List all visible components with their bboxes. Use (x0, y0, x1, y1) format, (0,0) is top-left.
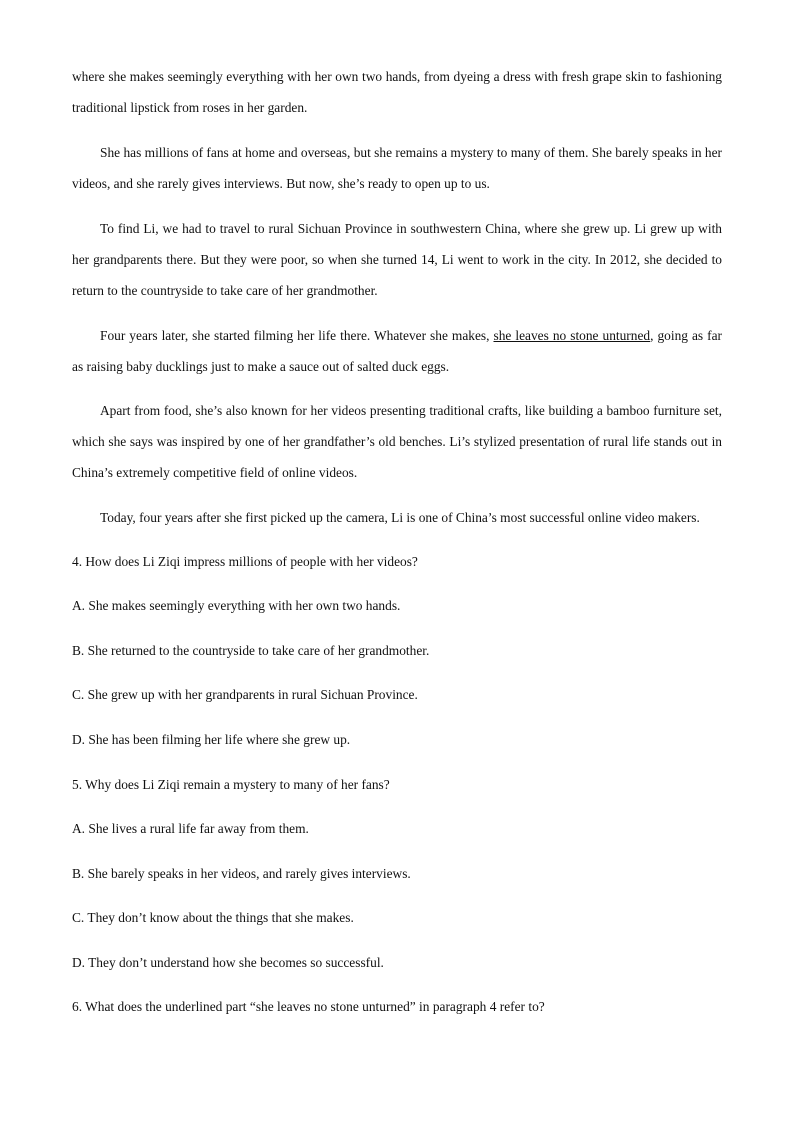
question-4-option-a: A. She makes seemingly everything with her own two hands. (72, 598, 401, 613)
passage-paragraph-5: Apart from food, she’s also known for her videos presenting traditional crafts, like building a bamboo furniture set, which she says was inspired by one of her grandfather’s old benches. Li’s stylized presentation of rural life stands out in China’s extremely competitive field of online videos. (72, 403, 722, 480)
passage-paragraph-4 (72, 320, 722, 382)
question-5-option-d: D. They don’t understand how she becomes so successful. (72, 955, 384, 970)
question-4-option-d: D. She has been filming her life where she grew up. (72, 732, 351, 747)
paragraph-4-text-after: , going as far as raising baby ducklings just to make a sauce out of salted duck eggs. (72, 328, 723, 374)
passage-paragraph-6: Today, four years after she first picked up the camera, Li is one of China’s most successful online video makers. (100, 510, 700, 525)
question-4-option-b: B. She returned to the countryside to take care of her grandmother. (72, 643, 430, 658)
paragraph-4-text-before: Four years later, she started filming her life there. Whatever she makes, (100, 328, 494, 343)
passage-paragraph-continued: where she makes seemingly everything with her own two hands, from dyeing a dress with fresh grape skin to fashioning traditional lipstick from roses in her garden. (72, 69, 722, 115)
question-5-stem: 5. Why does Li Ziqi remain a mystery to many of her fans? (72, 777, 390, 792)
question-5-option-a: A. She lives a rural life far away from them. (72, 821, 309, 836)
question-5-option-c: C. They don’t know about the things that she makes. (72, 910, 354, 925)
question-4-option-c: C. She grew up with her grandparents in rural Sichuan Province. (72, 687, 418, 702)
passage-paragraph-2: She has millions of fans at home and overseas, but she remains a mystery to many of them. She barely speaks in her videos, and she rarely gives interviews. But now, she’s ready to open up to us. (72, 145, 722, 191)
question-6-stem: 6. What does the underlined part “she leaves no stone unturned” in paragraph 4 refer to? (72, 999, 545, 1014)
underlined-phrase: she leaves no stone unturned (493, 328, 651, 343)
question-5-option-b: B. She barely speaks in her videos, and rarely gives interviews. (72, 866, 411, 881)
passage-paragraph-3: To find Li, we had to travel to rural Sichuan Province in southwestern China, where she grew up. Li grew up with her grandparents there. But they were poor, so when she turned 14, Li went to work in the city. In 2012, she decided to return to the countryside to take care of her grandmother. (72, 221, 722, 298)
question-4-stem: 4. How does Li Ziqi impress millions of people with her videos? (72, 554, 418, 569)
